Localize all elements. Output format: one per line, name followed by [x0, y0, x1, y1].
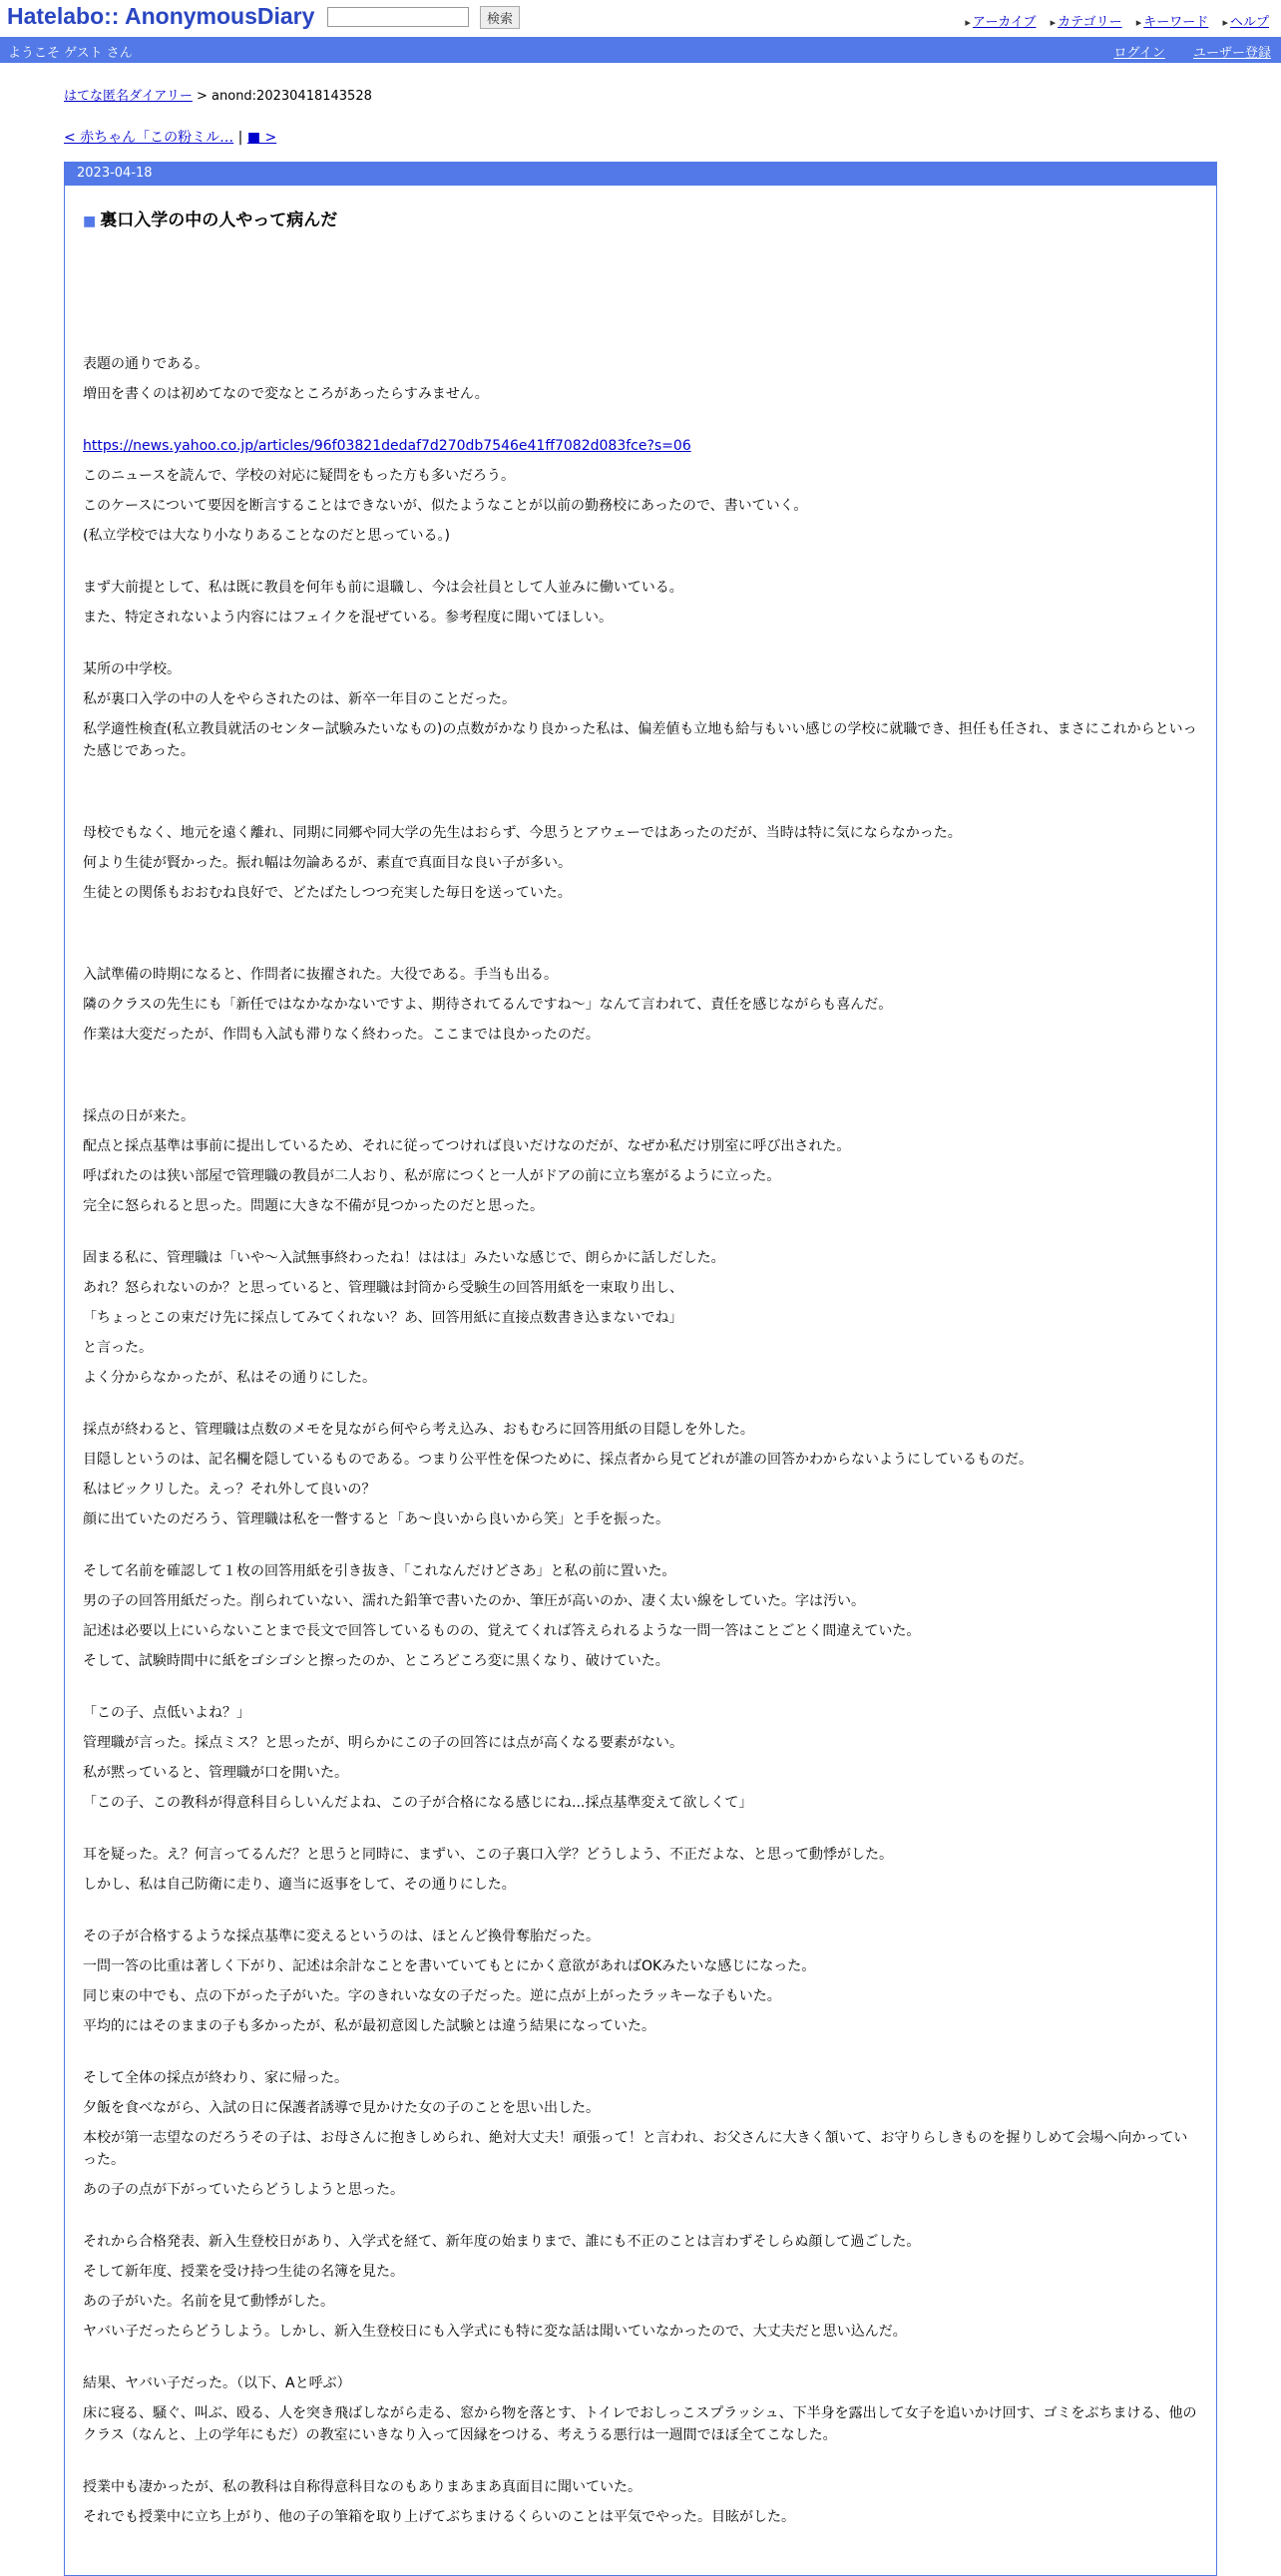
body-line: 目隠しというのは、記名欄を隠しているものである。つまり公平性を保つために、採点者から見てどれが誰の回答かわからないようにしているものだ。 [83, 1452, 1033, 1468]
body-line: 採点の日が来た。 [83, 1108, 195, 1124]
body-line: 私が黙っていると、管理職が口を開いた。 [83, 1765, 348, 1781]
body-line: 「ちょっとこの束だけ先に採点してみてくれない？あ、回答用紙に直接点数書き込まないでね」 [83, 1310, 683, 1326]
breadcrumb-current: anond:20230418143528 [212, 89, 372, 104]
body-line: と言った。 [83, 1340, 153, 1356]
body-line: 平均的にはそのままの子も多かったが、私が最初意図した試験とは違う結果になっていた。 [83, 2018, 655, 2034]
body-line: 結果、ヤバい子だった。（以下、Aと呼ぶ） [83, 2375, 351, 2391]
body-line: 表題の通りである。 [83, 356, 209, 372]
body-line: (私立学校では大なり小なりあることなのだと思っている。) [83, 528, 450, 544]
body-line: そして名前を確認して１枚の回答用紙を引き抜き、「これなんだけどさあ」と私の前に置いた。 [83, 1563, 676, 1579]
nav-help[interactable]: ▸ ヘルプ [1222, 15, 1269, 30]
paragraph-gap [83, 2450, 1200, 2472]
body-line: また、特定されないよう内容にはフェイクを混ぜている。参考程度に聞いてほしい。 [83, 610, 614, 626]
body-line: あの子の点が下がっていたらどうしようと思った。 [83, 2182, 404, 2198]
body-line: 床に寝る、騒ぐ、叫ぶ、殴る、人を突き飛ばしながら走る、窓から物を落とす、トイレでおしっこスプラッシュ、下半身を露出して女子を追いかけ回す、ゴミをぶちまける、他のクラス（なんと、上の学年にもだ）の教室にいきなり入って因縁をつける、考えうる悪行は一週間でほぼ全てこなした。 [83, 2405, 1197, 2443]
body-line: 男の子の回答用紙だった。削られていない、濡れた鉛筆で書いたのか、筆圧が高いのか、凄く太い線をしていた。字は汚い。 [83, 1593, 865, 1609]
body-line: 私が裏口入学の中の人をやらされたのは、新卒一年目のことだった。 [83, 691, 516, 707]
header-nav [955, 11, 1269, 30]
day-section [64, 162, 1217, 2576]
body-line: 母校でもなく、地元を遠く離れ、同期に同郷や同大学の先生はおらず、今思うとアウェーではあったのだが、当時は特に気にならなかった。 [83, 825, 962, 841]
body-line: そして全体の採点が終わり、家に帰った。 [83, 2070, 348, 2086]
permalink-square-icon[interactable]: ■ [83, 214, 97, 229]
body-line: 作業は大変だったが、作問も入試も滞りなく終わった。ここまでは良かったのだ。 [83, 1027, 600, 1043]
paragraph-gap [83, 908, 1200, 960]
paragraph-gap [83, 551, 1200, 573]
paragraph-gap [83, 766, 1200, 818]
paragraph-gap [83, 2347, 1200, 2368]
body-line: まず大前提として、私は既に教員を何年も前に退職し、今は会社員として人並みに働いている。 [83, 580, 683, 596]
breadcrumb [64, 85, 372, 104]
body-line: そして、試験時間中に紙をゴシゴシと擦ったのか、ところどころ変に黒くなり、破けていた。 [83, 1653, 669, 1669]
arrow-icon: ▸ [1135, 16, 1142, 29]
welcome-text: ようこそ ゲスト さん [8, 46, 133, 61]
body-line: 「この子、点低いよね？」 [83, 1705, 250, 1721]
prev-entry-link[interactable]: < 赤ちゃん「この粉ミル… [64, 130, 234, 146]
paragraph-gap [83, 1818, 1200, 1840]
entry-title-text: 裏口入学の中の人やって病んだ [100, 211, 338, 230]
body-line: 顔に出ていたのだろう、管理職は私を一瞥すると「あ〜良いから良いから笑」と手を振った。 [83, 1511, 669, 1527]
body-line: 耳を疑った。え？何言ってるんだ？と思うと同時に、まずい、この子裏口入学？どうしよう、不正だよな、と思って動悸がした。 [83, 1847, 893, 1863]
arrow-icon: ▸ [1222, 16, 1228, 29]
entry-title [83, 206, 337, 230]
entry-body [83, 349, 1200, 2532]
body-line: 私はビックリした。えっ？それ外して良いの？ [83, 1482, 376, 1498]
body-line: 入試準備の時期になると、作問者に抜擢された。大役である。手当も出る。 [83, 967, 558, 983]
paragraph-gap [83, 2205, 1200, 2227]
pager [64, 127, 276, 147]
header [0, 0, 1281, 37]
search-button[interactable]: 検索 [480, 6, 520, 29]
body-line: ヤバい子だったらどうしよう。しかし、新入生登校日にも入学式にも特に変な話は聞いていなかったので、大丈夫だと思い込んだ。 [83, 2324, 907, 2340]
nav-archive[interactable]: ▸ アーカイブ [965, 15, 1037, 30]
body-line: 夕飯を食べながら、入試の日に保護者誘導で見かけた女の子のことを思い出した。 [83, 2100, 600, 2116]
body-line: 記述は必要以上にいらないことまで長文で回答しているものの、覚えてくれば答えられるような一問一答はことごとく間違えていた。 [83, 1623, 921, 1639]
body-line [83, 431, 1200, 461]
body-line: 同じ束の中でも、点の下がった子がいた。字のきれいな女の子だった。逆に点が上がったラッキーな子もいた。 [83, 1988, 781, 2004]
body-line: そして新年度、授業を受け持つ生徒の名簿を見た。 [83, 2264, 404, 2280]
arrow-icon: ▸ [965, 16, 971, 29]
body-line: 採点が終わると、管理職は点数のメモを見ながら何やら考え込み、おもむろに回答用紙の目隠しを外した。 [83, 1422, 754, 1438]
body-line: しかし、私は自己防衛に走り、適当に返事をして、その通りにした。 [83, 1877, 516, 1893]
nav-keyword[interactable]: ▸ キーワード [1135, 15, 1209, 30]
body-line: 某所の中学校。 [83, 661, 181, 677]
login-link[interactable]: ログイン [1113, 46, 1165, 61]
paragraph-gap [83, 1221, 1200, 1243]
paragraph-gap [83, 1050, 1200, 1101]
search-input[interactable] [327, 7, 469, 27]
body-line: 私学適性検査(私立教員就活のセンター試験みたいなもの)の点数がかなり良かった私は、偏差値も立地も給与もいい感じの学校に就職でき、担任も任され、まさにこれからといった感じであった。 [83, 721, 1197, 759]
next-entry-link[interactable]: ■ > [246, 130, 277, 146]
paragraph-gap [83, 2041, 1200, 2063]
body-line: 完全に怒られると思った。問題に大きな不備が見つかったのだと思った。 [83, 1198, 544, 1214]
breadcrumb-sep: > [196, 89, 208, 104]
body-line: 固まる私に、管理職は「いや〜入試無事終わったね！ははは」みたいな感じで、朗らかに話しだした。 [83, 1250, 725, 1266]
body-line: それでも授業中に立ち上がり、他の子の筆箱を取り上げてぶちまけるくらいのことは平気でやった。目眩がした。 [83, 2509, 795, 2525]
body-line: 増田を書くのは初めてなので変なところがあったらすみません。 [83, 386, 489, 402]
welcome-bar [0, 37, 1281, 63]
arrow-icon: ▸ [1050, 16, 1057, 29]
pager-sep: | [237, 130, 243, 146]
article-link[interactable]: https://news.yahoo.co.jp/articles/96f03821dedaf7d270db7546e41ff7082d083fce?s=06 [83, 438, 691, 454]
body-line: 管理職が言った。採点ミス？と思ったが、明らかにこの子の回答には点が高くなる要素がない。 [83, 1735, 683, 1751]
body-line: 一問一答の比重は著しく下がり、記述は余計なことを書いていてもとにかく意欲があればOKみたいな感じになった。 [83, 1958, 816, 1974]
body-line: 生徒との関係もおおむね良好で、どたばたしつつ充実した毎日を送っていた。 [83, 885, 572, 901]
nav-category[interactable]: ▸ カテゴリー [1050, 15, 1122, 30]
paragraph-gap [83, 1676, 1200, 1698]
paragraph-gap [83, 1534, 1200, 1556]
body-line: このケースについて要因を断言することはできないが、似たようなことが以前の勤務校にあったので、書いていく。 [83, 498, 808, 514]
breadcrumb-home[interactable]: はてな匿名ダイアリー [64, 89, 193, 104]
paragraph-gap [83, 1900, 1200, 1922]
day-date: 2023-04-18 [65, 162, 1216, 186]
body-line: あの子がいた。名前を見て動悸がした。 [83, 2294, 334, 2310]
body-line: 呼ばれたのは狭い部屋で管理職の教員が二人おり、私が席につくと一人がドアの前に立ち塞がるように立った。 [83, 1168, 781, 1184]
user-links [1089, 42, 1271, 61]
body-line: 配点と採点基準は事前に提出しているため、それに従ってつければ良いだけなのだが、なぜか私だけ別室に呼び出された。 [83, 1138, 851, 1154]
body-line: 隣のクラスの先生にも「新任ではなかなかないですよ、期待されてるんですね〜」なんて言われて、責任を感じながらも喜んだ。 [83, 997, 893, 1013]
site-logo[interactable]: Hatelabo:: AnonymousDiary [7, 3, 315, 29]
body-line: その子が合格するような採点基準に変えるというのは、ほとんど換骨奪胎だった。 [83, 1929, 600, 1944]
body-line: 授業中も凄かったが、私の教科は自称得意科目なのもありまあまあ真面目に聞いていた。 [83, 2479, 641, 2495]
body-line: 何より生徒が賢かった。振れ幅は勿論あるが、素直で真面目な良い子が多い。 [83, 855, 572, 871]
register-link[interactable]: ユーザー登録 [1192, 46, 1271, 61]
body-line: 本校が第一志望なのだろうその子は、お母さんに抱きしめられ、絶対大丈夫！頑張って！と言われ、お父さんに大きく頷いて、お守りらしきものを握りしめて会場へ向かっていった。 [83, 2130, 1188, 2168]
body-line: よく分からなかったが、私はその通りにした。 [83, 1370, 376, 1386]
paragraph-gap [83, 1393, 1200, 1415]
paragraph-gap [83, 633, 1200, 654]
body-line: 「この子、この教科が得意科目らしいんだよね、この子が合格になる感じにね...採点基準変えて欲しくて」 [83, 1795, 753, 1811]
body-line: このニュースを読んで、学校の対応に疑問をもった方も多いだろう。 [83, 468, 516, 484]
paragraph-gap [83, 409, 1200, 431]
body-line: それから合格発表、新入生登校日があり、入学式を経て、新年度の始まりまで、誰にも不正のことは言わずそしらぬ顔して過ごした。 [83, 2234, 921, 2250]
body-line: あれ？怒られないのか？と思っていると、管理職は封筒から受験生の回答用紙を一束取り出し、 [83, 1280, 683, 1296]
